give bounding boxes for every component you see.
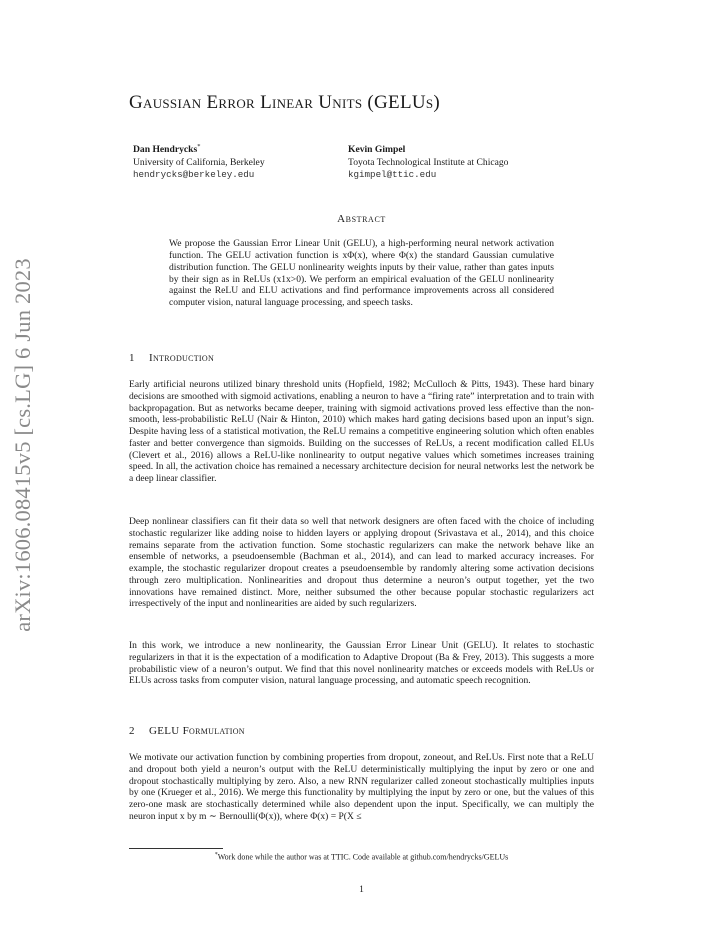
footnote-rule (129, 848, 223, 849)
author-name: Dan Hendrycks (133, 144, 198, 156)
section-number: 2 (129, 725, 135, 737)
section-title: Introduction (149, 352, 215, 364)
footnote-marker: * (214, 852, 218, 858)
intro-paragraph-2: Deep nonlinear classifiers can fit their data so well that network designers are often faced with the choice of including stochastic regularizer like adding noise to hidden layers or applying dropout (Srivastava et al., 2014), and this choice remains separate from the activation function. Some stochastic regularizers can make the network behave like an ensemble of networks, a pseudoensemble (Bachman et al., 2014), and can lead to marked accuracy increases. For example, the stochastic regularizer dropout creates a pseudoensemble by randomly altering some activation decisions through zero multiplication. Nonlinearities and dropout thus determine a neuron’s output together, yet the two innovations have remained distinct. More, neither subsumed the other because popular stochastic regularizers act irrespectively of the input and nonlinearities are aided by such regularizers. (129, 516, 594, 610)
intro-paragraph-1: Early artificial neurons utilized binary threshold units (Hopfield, 1982; McCulloch & Pitts, 1943). These hard binary decisions are smoothed with sigmoid activations, enabling a neuron to have a “firing rate” interpretation and to train with backpropagation. But as networks became deeper, training with sigmoid activations proved less effective than the non-smooth, less-probabilistic ReLU (Nair & Hinton, 2010) which makes hard gating decisions based upon an input’s sign. Despite having less of a statistical motivation, the ReLU remains a competitive engineering solution which often enables faster and better convergence than sigmoids. Building on the successes of ReLUs, a recent modification called ELUs (Clevert et al., 2016) allows a ReLU-like nonlinearity to output negative values which sometimes increases training speed. In all, the activation choice has remained a necessary architecture decision for neural networks lest the network be a deep linear classifier. (129, 379, 594, 484)
author-affiliation: University of California, Berkeley (133, 156, 265, 168)
author-name: Kevin Gimpel (348, 144, 406, 156)
intro-paragraph-3: In this work, we introduce a new nonlinearity, the Gaussian Error Linear Unit (GELU). It relates to stochastic regularizers in that it is the expectation of a modification to Adaptive Dropout (Ba & Frey, 2013). This suggests a more probabilistic view of a neuron’s output. We find that this novel nonlinearity matches or exceeds models with ReLUs or ELUs across tasks from computer vision, natural language processing, and automatic speech recognition. (129, 640, 594, 687)
section-number: 1 (129, 352, 135, 364)
section-heading-introduction (129, 352, 214, 364)
gelu-paragraph-1: We motivate our activation function by combining properties from dropout, zoneout, and ReLUs. First note that a ReLU and dropout both yield a neuron’s output with the ReLU deterministically multiplying the input by zero or one and dropout stochastically multiplying by zero. Also, a new RNN regularizer called zoneout stochastically multiplies inputs by one (Krueger et al., 2016). We merge this functionality by multiplying the input by zero or one, but the values of this zero-one mask are stochastically determined while also dependent upon the input. Specifically, we can multiply the neuron input x by m ∼ Bernoulli(Φ(x)), where Φ(x) = P(X ≤ (129, 752, 594, 822)
section-heading-gelu-formulation (129, 725, 245, 737)
author-block-2 (348, 141, 508, 182)
abstract-heading: Abstract (337, 213, 386, 225)
arxiv-stamp: arXiv:1606.08415v5 [cs.LG] 6 Jun 2023 (10, 258, 36, 632)
paper-title: Gaussian Error Linear Units (GELUs) (129, 92, 441, 113)
section-title: GELU Formulation (149, 725, 245, 737)
abstract-text: We propose the Gaussian Error Linear Unit (GELU), a high-performing neural network activation function. The GELU activation function is xΦ(x), where Φ(x) the standard Gaussian cumulative distribution function. The GELU nonlinearity weights inputs by their value, rather than gates inputs by their sign as in ReLUs (x1x>0). We perform an empirical evaluation of the GELU nonlinearity against the ReLU and ELU activations and find performance improvements across all considered computer vision, natural language processing, and speech tasks. (169, 238, 554, 309)
author-email: kgimpel@ttic.edu (348, 169, 437, 181)
footnote-text: Work done while the author was at TTIC. Code available at github.com/hendrycks/GELUs (217, 852, 509, 862)
page-number: 1 (359, 885, 364, 895)
author-affiliation: Toyota Technological Institute at Chicago (348, 156, 509, 168)
footnote (129, 852, 594, 862)
author-block-1 (133, 141, 265, 182)
author-footnote-marker: * (197, 143, 201, 150)
author-email: hendrycks@berkeley.edu (133, 169, 255, 181)
